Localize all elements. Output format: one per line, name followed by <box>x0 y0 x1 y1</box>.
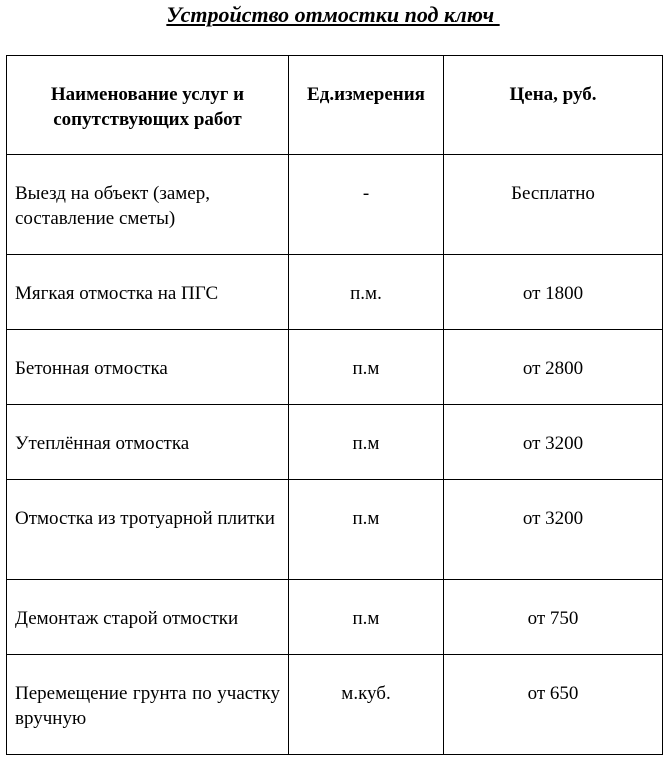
header-service-name: Наименование услуг и сопутствующих работ <box>7 56 289 155</box>
service-unit: п.м <box>289 580 444 655</box>
service-price: от 2800 <box>444 330 663 405</box>
service-unit: м.куб. <box>289 655 444 755</box>
table-row <box>7 330 663 405</box>
service-name: Выезд на объект (замер, составление сметы) <box>7 155 289 255</box>
table-row <box>7 405 663 480</box>
service-price: Бесплатно <box>444 155 663 255</box>
service-price: от 1800 <box>444 255 663 330</box>
table-row <box>7 155 663 255</box>
service-price: от 650 <box>444 655 663 755</box>
page-title: Устройство отмостки под ключ <box>166 2 500 27</box>
header-price: Цена, руб. <box>444 56 663 155</box>
service-unit: п.м <box>289 330 444 405</box>
service-price: от 750 <box>444 580 663 655</box>
service-name: Утеплённая отмостка <box>7 405 289 480</box>
service-name: Бетонная отмостка <box>7 330 289 405</box>
header-unit: Ед.измерения <box>289 56 444 155</box>
service-unit: п.м <box>289 405 444 480</box>
service-name: Демонтаж старой отмостки <box>7 580 289 655</box>
table-row <box>7 655 663 755</box>
service-unit: - <box>289 155 444 255</box>
price-table <box>6 55 663 755</box>
service-name: Перемещение грунта по участку вручную <box>7 655 289 755</box>
service-price: от 3200 <box>444 405 663 480</box>
table-row <box>7 580 663 655</box>
table-header-row <box>7 56 663 155</box>
service-name: Отмостка из тротуарной плитки <box>7 480 289 580</box>
table-row <box>7 255 663 330</box>
service-unit: п.м <box>289 480 444 580</box>
service-name: Мягкая отмостка на ПГС <box>7 255 289 330</box>
table-row <box>7 480 663 580</box>
service-price: от 3200 <box>444 480 663 580</box>
service-unit: п.м. <box>289 255 444 330</box>
